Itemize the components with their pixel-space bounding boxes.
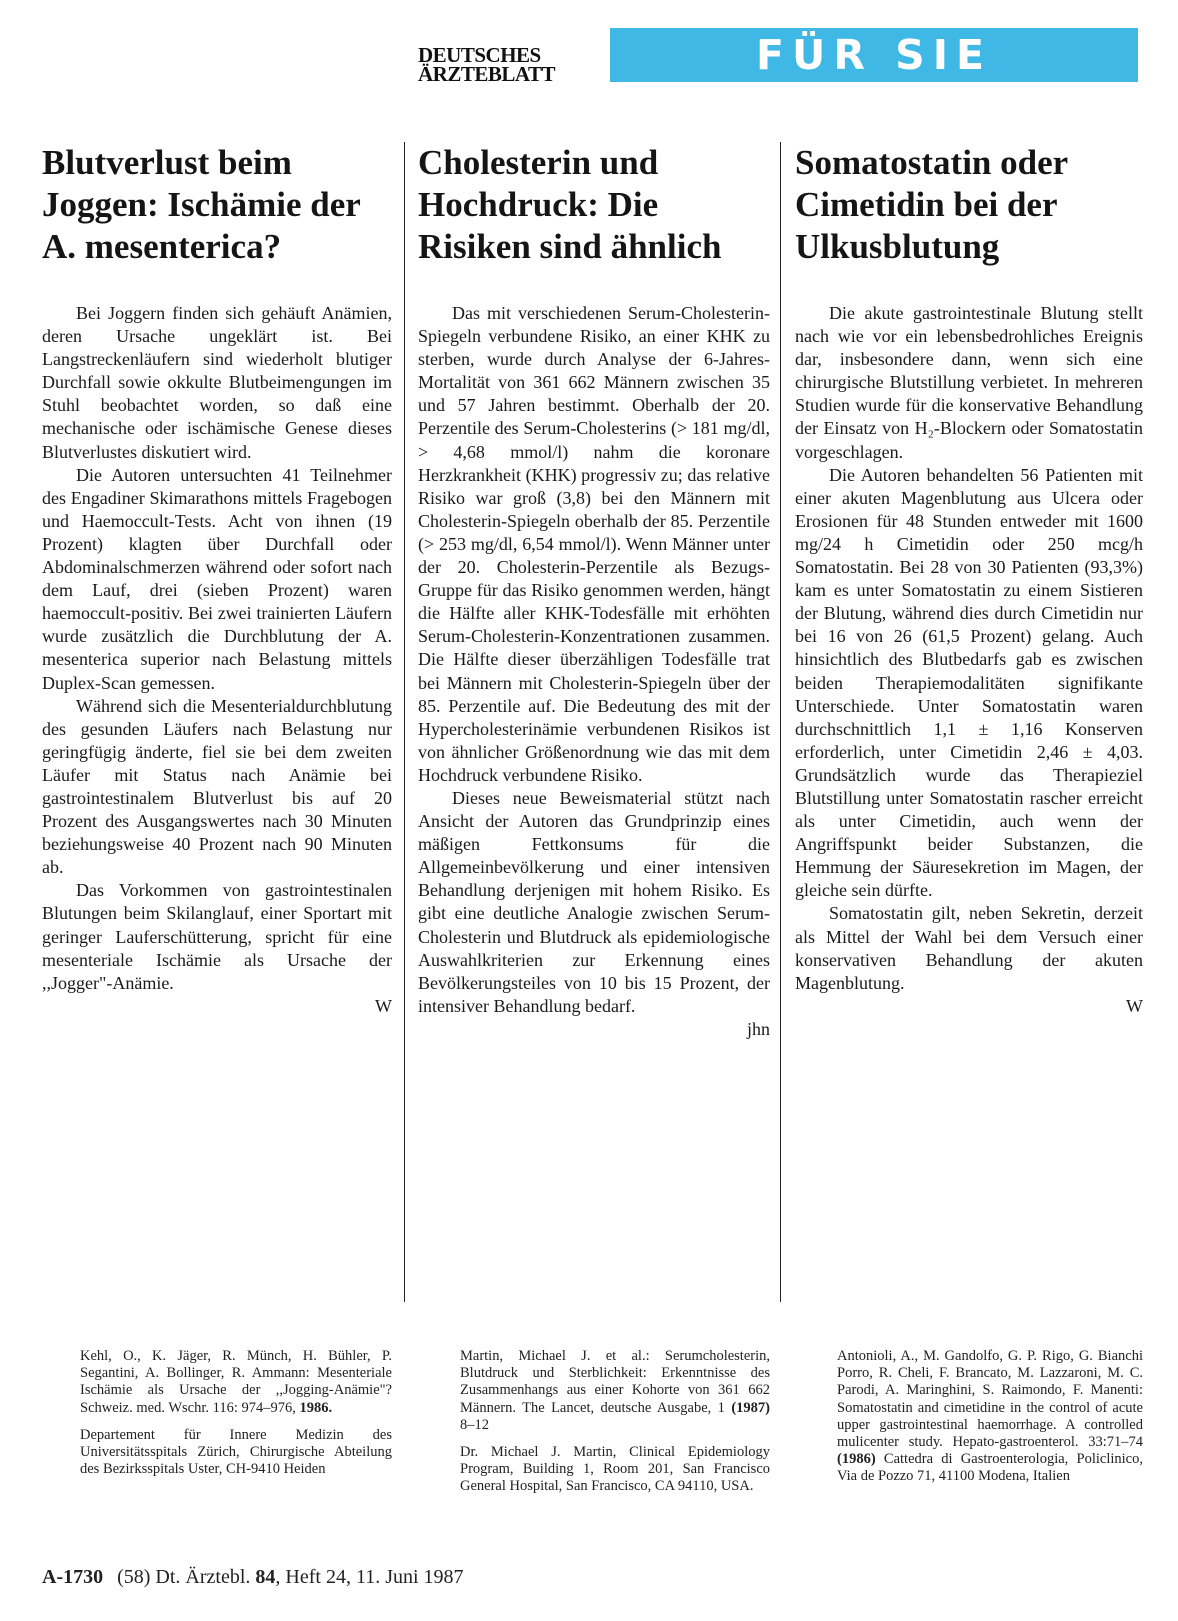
article-paragraph: Während sich die Mesenterialdurchblutung des gesunden Läufers nach Belastung nur geringfügig änderte, fiel sie bei dem zweiten Läufer mit Status nach Anämie bei gastrointestinalem Blutverlust bis auf 20 Prozent des Ausgangswertes nach 30 Minuten beziehungsweise 40 Prozent nach 90 Minuten ab. bbox=[42, 695, 392, 878]
article-somatostatin bbox=[795, 142, 1143, 1018]
article-paragraph: Die Autoren behandelten 56 Patienten mit einer akuten Magenblutung aus Ulcera oder Erosionen für 48 Stunden entweder mit 1600 mg/24 h Cimetidin oder 250 mcg/h Somatostatin. Bei 28 von 30 Patienten (93,3%) kam es unter Somatostatin zu einem Sistieren der Blutung, während dies durch Cimetidin nur bei 16 von 26 (61,5 Prozent) gelang. Auch hinsichtlich des Blutbedarfs gab es zwischen beiden Therapiemodalitäten signifikante Unterschiede. Unter Somatostatin waren durchschnittlich 1,1 ± 1,16 Konserven erforderlich, unter Cimetidin 2,46 ± 4,03. Grundsätzlich wurde das Therapieziel Blutstillung unter Somatostatin rascher erreicht als unter Cimetidin, auch wenn der Angriffspunkt beider Substanzen, die Hemmung der Säuresekretion im Magen, der gleiche sein dürfte. bbox=[795, 464, 1143, 901]
author-signature: jhn bbox=[746, 1018, 770, 1039]
issue-date: , Heft 24, 11. Juni 1987 bbox=[275, 1566, 464, 1588]
signature-row bbox=[418, 1018, 770, 1041]
references-cholesterin bbox=[460, 1348, 770, 1496]
article-paragraph: Die akute gastrointestinale Blutung stellt nach wie vor ein lebensbedrohliches Ereignis dar, insbesondere dann, wenn sich eine chirurgische Blutstillung verbietet. In mehreren Studien wurde für die konservative Behandlung der Einsatz von H₂-Blockern oder Somatostatin vorgeschlagen. bbox=[795, 303, 1143, 462]
article-title: Somatostatin oder Cimetidin bei der Ulkusblutung bbox=[795, 143, 1068, 266]
reference-citation: Kehl, O., K. Jäger, R. Münch, H. Bühler, P. Segantini, A. Bollinger, R. Ammann: Mesenteriale Ischämie als Ursache der ,,Jogging-Anämie"? Schweiz. med. Wschr. 116: 974–976, 1986. bbox=[80, 1348, 392, 1416]
journal-citation: (58) Dt. Ärztebl. bbox=[117, 1566, 256, 1588]
masthead-logo bbox=[418, 43, 588, 86]
article-paragraph: Das Vorkommen von gastrointestinalen Blutungen beim Skilanglauf, einer Sportart mit geringer Lauferschütterung, spricht für eine mesenteriale Ischämie als Ursache der ,,Jogger"-Anämie. bbox=[42, 880, 392, 993]
page-number: A-1730 bbox=[42, 1566, 104, 1588]
article-paragraph: Somatostatin gilt, neben Sekretin, derzeit als Mittel der Wahl bei dem Versuch einer konservativen Behandlung der akuten Magenblutung. bbox=[795, 903, 1143, 993]
reference-citation: Antonioli, A., M. Gandolfo, G. P. Rigo, G. Bianchi Porro, R. Cheli, F. Brancato, M. Lazzaroni, M. C. Parodi, A. Maringhini, S. Raimondo, F. Manenti: Somatostatin and cimetidine in the control of acute upper gastrointestinal haemorrhage. A controlled mulicenter study. Hepato-gastroenterol. 33:71–74 (1986) Cattedra di Gastroenterologia, Policlinico, Via de Pozzo 71, 41100 Modena, Italien bbox=[837, 1348, 1143, 1485]
article-title: Cholesterin und Hochdruck: Die Risiken sind ähnlich bbox=[418, 143, 722, 266]
author-signature: W bbox=[1126, 995, 1143, 1016]
references-joggen bbox=[80, 1348, 392, 1478]
column-divider bbox=[404, 142, 405, 1302]
article-joggen bbox=[42, 142, 392, 1018]
reference-citation: Martin, Michael J. et al.: Serumcholesterin, Blutdruck und Sterblichkeit: Erkenntnisse des Zusammenhangs aus einer Kohorte von 361 662 Männern. The Lancet, deutsche Ausgabe, 1 (1987) 8–12 bbox=[460, 1348, 770, 1433]
article-paragraph: Dieses neue Beweismaterial stützt nach Ansicht der Autoren das Grundprinzip eines mäßigen Fettkonsums für die Allgemeinbevölkerung und einer intensiven Behandlung derjenigen mit hohem Risiko. Es gibt eine deutliche Analogie zwischen Serum-Cholesterin und Blutdruck als epidemiologische Auswahlkriterien zur Erkennung eines Bevölkerungsteiles von 10 bis 15 Prozent, der intensiver Behandlung bedarf. bbox=[418, 787, 770, 1016]
logo-line-2: ÄRZTEBLATT bbox=[418, 62, 555, 86]
author-signature: W bbox=[375, 995, 392, 1016]
article-title: Blutverlust beim Joggen: Ischämie der A. mesenterica? bbox=[42, 143, 361, 266]
column-divider bbox=[780, 142, 781, 1302]
page-footer bbox=[42, 1566, 464, 1589]
reference-address: Departement für Innere Medizin des Universitätsspitals Zürich, Chirurgische Abteilung des Bezirksspitals Uster, CH-9410 Heiden bbox=[80, 1426, 392, 1478]
article-paragraph: Bei Joggern finden sich gehäuft Anämien, deren Ursache ungeklärt ist. Bei Langstreckenläufern sind wiederholt blutiger Durchfall sowie okkulte Blutbeimengungen im Stuhl beobachtet worden, so daß eine mechanische oder ischämische Genese dieses Blutverlustes diskutiert wird. bbox=[42, 303, 392, 462]
article-paragraph: Die Autoren untersuchten 41 Teilnehmer des Engadiner Skimarathons mittels Fragebogen und Haemoccult-Tests. Acht von ihnen (19 Prozent) klagten über Durchfall oder Abdominalschmerzen während oder sofort nach dem Lauf, drei (sieben Prozent) waren haemoccult-positiv. Bei zwei trainierten Läufern wurde zusätzlich die Durchblutung der A. mesenterica superior nach Belastung mittels Duplex-Scan gemessen. bbox=[42, 464, 392, 693]
signature-row bbox=[795, 995, 1143, 1018]
section-banner: FÜR SIE REFERIERT bbox=[610, 28, 1138, 82]
reference-address: Dr. Michael J. Martin, Clinical Epidemiology Program, Building 1, Room 201, San Francisco General Hospital, San Francisco, CA 94110, USA. bbox=[460, 1444, 770, 1495]
article-paragraph: Das mit verschiedenen Serum-Cholesterin-Spiegeln verbundene Risiko, an einer KHK zu sterben, wurde durch Analyse der 6-Jahres-Mortalität von 361 662 Männern zwischen 35 und 57 Jahren bestimmt. Oberhalb der 20. Perzentile des Serum-Cholesterins (> 181 mg/dl, > 4,68 mmol/l) nahm die koronare Herzkrankheit (KHK) progressiv zu; das relative Risiko war groß (3,8) bei den Männern mit Cholesterin-Spiegeln oberhalb der 85. Perzentile (> 253 mg/dl, 6,54 mmol/l). Wenn Männer unter der 20. Cholesterin-Perzentile als Bezugs-Gruppe für das Risiko genommen werden, hängt die Hälfte aller KHK-Todesfälle mit erhöhten Serum-Cholesterin-Konzentrationen zusammen. Die Hälfte dieser überzähligen Todesfälle trat bei Männern mit Cholesterin-Spiegeln über der 85. Perzentile auf. Die Bedeutung des mit der Hypercholesterinämie verbundenen Risikos ist von ähnlicher Größenordnung wie das mit dem Hochdruck verbundene Risiko. bbox=[418, 303, 770, 785]
references-somatostatin bbox=[837, 1348, 1143, 1486]
logo-line-1: DEUTSCHES bbox=[418, 43, 541, 67]
article-cholesterin bbox=[418, 142, 770, 1041]
journal-volume: 84 bbox=[255, 1566, 276, 1588]
signature-row bbox=[42, 995, 392, 1018]
